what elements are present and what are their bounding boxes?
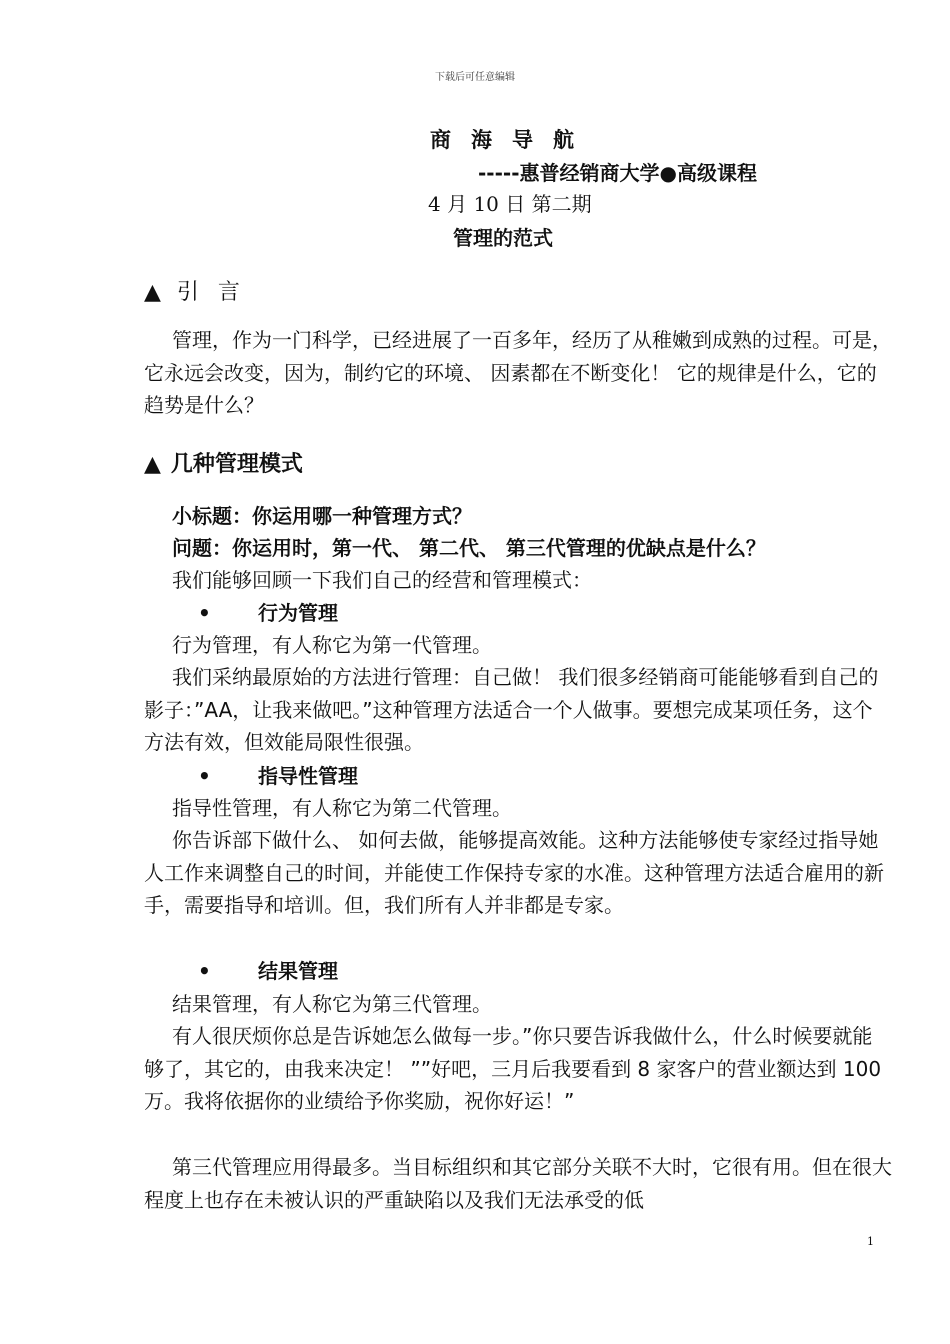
intro-paragraph: 管理，作为一门科学，已经进展了一百多年，经历了从稚嫩到成熟的过程。可是，它永远会改变，因为，制约它的环境、 因素都在不断变化！ 它的规律是什么，它的趋势是什么？ (144, 328, 892, 417)
bullet-icon: • (198, 959, 211, 983)
behavior-definition: 行为管理，有人称它为第一代管理。 (172, 633, 492, 657)
triangle-icon: ▲ (144, 452, 161, 477)
result-description-continued: 第三代管理应用得最多。当目标组织和其它部分关联不大时，它很有用。但在很大程度上也存在未被认识的严重缺陷以及我们无法承受的低 (144, 1155, 892, 1212)
result-description: 有人很厌烦你总是告诉她怎么做每一步。”你只要告诉我做什么，什么时候要就能够了，其它的，由我来决定！ ””好吧，三月后我要看到 8 家客户的营业额达到 100 万。我将依据你的业绩给予你奖励，祝你好运！” (144, 1024, 882, 1113)
question-line: 问题：你运用时，第一代、 第二代、 第三代管理的优缺点是什么？ (172, 536, 766, 560)
guiding-definition: 指导性管理，有人称它为第二代管理。 (172, 796, 512, 820)
issue-date: 4 月 10 日 第二期 (428, 192, 592, 216)
section-modes-heading (144, 447, 303, 478)
topic-heading: 管理的范式 (453, 226, 553, 250)
bullet-icon: • (198, 764, 211, 788)
page-number: 1 (867, 1235, 874, 1248)
review-line: 我们能够回顾一下我们自己的经营和管理模式： (172, 568, 592, 592)
document-title: 商海导航 (430, 128, 594, 152)
result-definition: 结果管理，有人称它为第三代管理。 (172, 992, 492, 1016)
page-header: 下载后可任意编辑 (435, 72, 515, 83)
section-intro-heading (144, 275, 246, 306)
behavior-description: 我们采纳最原始的方法进行管理：自己做！ 我们很多经销商可能能够看到自己的影子：”AA，让我来做吧。”这种管理方法适合一个人做事。要想完成某项任务，这个方法有效，但效能局限性很强。 (144, 665, 879, 754)
bullet-label: 指导性管理 (258, 764, 358, 788)
section-modes-label: 几种管理模式 (170, 452, 303, 477)
triangle-icon: ▲ (144, 280, 167, 305)
subheading: 小标题：你运用哪一种管理方式？ (172, 504, 472, 528)
bullet-label: 行为管理 (258, 601, 338, 625)
bullet-icon: • (198, 601, 211, 625)
guiding-description: 你告诉部下做什么、 如何去做，能够提高效能。这种方法能够使专家经过指导她人工作来调整自己的时间，并能使工作保持专家的水准。这种管理方法适合雇用的新手，需要指导和培训。但，我们所有人并非都是专家。 (144, 828, 884, 917)
bullet-guiding (198, 760, 358, 789)
document-subtitle: -----惠普经销商大学●高级课程 (478, 161, 757, 185)
bullet-behavior (198, 597, 338, 626)
section-intro-label: 引 言 (176, 280, 246, 305)
bullet-label: 结果管理 (258, 959, 338, 983)
bullet-result (198, 955, 338, 984)
